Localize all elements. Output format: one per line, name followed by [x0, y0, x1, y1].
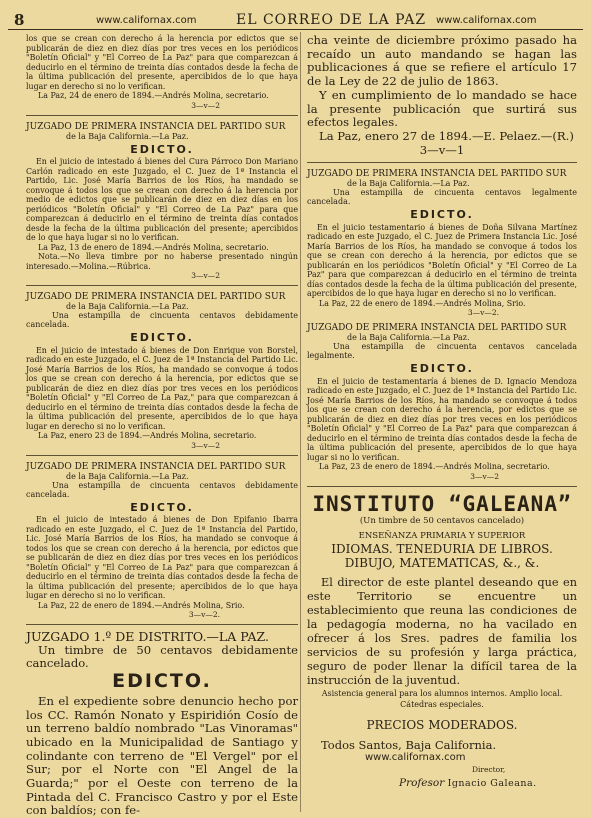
- notice-reference: 3—v—2: [191, 100, 220, 110]
- notice-signature: La Paz, enero 23 de 1894.—Andrés Molina, secretario.: [38, 431, 257, 440]
- notice-body: En el juicio de intestado á bienes de Don Enrique von Borstel, radicado en este Juzgado, el C. Juez de 1ª Instancia del Partido Lic. José María Barrios de los Ríos, ha mandado se convoque á todos los que se crean con derecho á la herencia, por edictos que se publicarán de diez en diez días por tres veces en los periódicos "Boletín Oficial" y "El Correo de La Paz," para que comparezcan á deducirlo en el término de treinta días contados desde la fecha de la última publicación del presente, apercibidos de lo que haya lugar en derecho si no lo verifican.: [26, 345, 298, 431]
- stamp-note: Una estampilla de cincuenta centavos debidamente cancelada.: [26, 311, 298, 329]
- notice-signature: La Paz, 13 de enero de 1894.—Andrés Molina, secretario.: [38, 242, 269, 252]
- ad-catedras: Cátedras especiales.: [400, 699, 484, 709]
- ad-precios: PRECIOS MODERADOS.: [366, 717, 518, 732]
- notice-distrito-continuation: [307, 34, 577, 157]
- court-subheading: de la Baja California.—La Paz.: [347, 333, 470, 343]
- separator-rule: [26, 624, 298, 625]
- stamp-note: Una estampilla de cincuenta centavos debidamente cancelada.: [26, 480, 298, 499]
- edicto-heading: EDICTO.: [410, 208, 474, 222]
- notice-martinez: [307, 169, 577, 317]
- ad-ensenanza: ENSEÑANZA PRIMARIA Y SUPERIOR: [358, 530, 526, 541]
- website-watermark-right: www.californax.com: [436, 15, 537, 26]
- court-subheading: de la Baja California.—La Paz.: [66, 471, 189, 481]
- notice-ibarra: [26, 462, 298, 620]
- separator-rule: [307, 486, 577, 487]
- ad-signature: [399, 777, 577, 789]
- notice-reference: 3—v—2: [191, 271, 220, 280]
- separator-rule: [26, 115, 298, 116]
- ad-asistencia: Asistencia general para los alumnos internos. Amplio local.: [321, 688, 563, 698]
- ad-idiomas: IDIOMAS. TENEDURIA DE LIBROS. DIBUJO, MATEMATICAS, &., &.: [331, 541, 553, 570]
- court-subheading: de la Baja California.—La Paz.: [66, 131, 189, 141]
- separator-rule: [26, 455, 298, 456]
- court-heading: JUZGADO DE PRIMERA INSTANCIA DEL PARTIDO SUR: [307, 169, 567, 180]
- court-heading: JUZGADO DE PRIMERA INSTANCIA DEL PARTIDO SUR: [307, 323, 567, 334]
- notice-signature: La Paz, 22 de enero de 1894.—Andrés Molina, Srio.: [38, 600, 245, 610]
- ad-title: INSTITUTO “GALEANA”: [312, 491, 572, 516]
- notice-mendoza: [307, 323, 577, 481]
- separator-rule: [307, 162, 577, 163]
- notice-distrito: [26, 630, 298, 818]
- court-heading: JUZGADO DE PRIMERA INSTANCIA DEL PARTIDO SUR: [26, 292, 286, 302]
- notice-von-borstel: [26, 292, 298, 450]
- notice-reference: 3—v—2: [191, 440, 220, 450]
- court-heading: JUZGADO DE PRIMERA INSTANCIA DEL PARTIDO SUR: [26, 121, 286, 132]
- right-column: [307, 34, 577, 789]
- website-watermark-left: www.californax.com: [96, 15, 197, 26]
- notice-body: cha veinte de diciembre próximo pasado ha recaído un auto mandando se hagan las publicaciones á que se refiere el artículo 17 de la Ley de 22 de julio de 1863.: [307, 33, 577, 89]
- notice-signature: La Paz, 24 de enero de 1894.—Andrés Molina, secretario.: [38, 91, 269, 100]
- edicto-heading: EDICTO.: [130, 500, 194, 514]
- left-column: [26, 34, 298, 818]
- notice-reference: 3—v—2.: [467, 308, 499, 318]
- court-subheading: de la Baja California.—La Paz.: [66, 302, 189, 311]
- masthead-title: EL CORREO DE LA PAZ: [236, 12, 427, 28]
- page-number: 8: [14, 11, 25, 29]
- edicto-heading: EDICTO.: [112, 670, 212, 693]
- instituto-galeana-ad: [307, 492, 577, 789]
- court-subheading: de la Baja California.—La Paz.: [347, 179, 470, 189]
- court-heading: JUZGADO 1.º DE DISTRITO.—LA PAZ.: [26, 629, 269, 644]
- notice-signature: La Paz, enero 27 de 1894.—E. Pelaez.—(R.): [319, 128, 574, 143]
- ad-location: Todos Santos, Baja California.: [321, 737, 497, 752]
- ad-prof-title: Profesor: [399, 776, 445, 789]
- notice-continuation: [26, 34, 298, 110]
- notice-carlon: [26, 122, 298, 281]
- notice-body: los que se crean con derecho á la herencia por edictos que se publicarán de diez en diez días por tres veces en los periódicos "Boletín Oficial" y "El Correo de La Paz" para que comparezcan á deducirlo en el término de treinta días contados desde la fecha de la última publicación del presente, apercibidos de lo que haya lugar en derecho si no lo verifican.: [26, 34, 298, 91]
- separator-rule: [26, 285, 298, 286]
- ad-timbre: (Un timbre de 50 centavos cancelado): [359, 515, 525, 526]
- ad-body: El director de este plantel deseando que en este Territorio se encuentre un establecimiento que reuna las condiciones de la pedagogía moderna, no ha vacilado en ofrecer á los Sres. padres de familia los servicios de su profesión y larga práctica, seguro de poder llenar la difícil tarea de la instrucción de la juventud.: [307, 575, 577, 687]
- stamp-note: Un timbre de 50 centavos debidamente cancelado.: [26, 642, 298, 671]
- notice-body-2: Y en cumplimiento de lo mandado se hace la presente publicación que surtirá sus efectos legales.: [307, 87, 577, 130]
- ad-director-name: Ignacio Galeana.: [447, 777, 537, 789]
- ad-director-label: Director,: [472, 764, 506, 774]
- notice-body: En el juicio de intestado á bienes del Cura Párroco Don Mariano Carlón radicado en este Juzgado, el C. Juez de 1ª Instancia el Partido, Lic. José María Barrios de los Ríos, ha mandado se convoque á todos los que se crean con derecho á la herencia por medio de edictos que se publicarán de diez en diez días en los periódicos "Boletín Oficial" y "El Correo de La Paz" para que comparezcan á deducirlo en el término de treinta días contados desde la fecha de la última publicación del presente; apercibidos de lo que haya lugar si no lo verifican.: [26, 157, 298, 242]
- edicto-heading: EDICTO.: [410, 362, 474, 376]
- notice-signature: La Paz, 22 de enero de 1894.—Andrés Molina, Srio.: [319, 298, 526, 308]
- notice-body: En el expediente sobre denuncio hecho por los CC. Ramón Nonato y Espiridión Cosío de un terreno baldío nombrado "Las Vinoramas" ubicado en la Municipalidad de Santiago y colindante con terreno de "El Vergel" por el Sur; por el Norte con "El Angel de la Guarda;" por el Oeste con terreno de la Pintada del C. Francisco Castro y por el Este con baldíos; con fe-: [26, 693, 298, 818]
- court-heading: JUZGADO DE PRIMERA INSTANCIA DEL PARTIDO SUR: [26, 461, 286, 472]
- edicto-heading: EDICTO.: [130, 331, 194, 344]
- notice-reference: 3—v—1: [419, 142, 465, 157]
- notice-body: En el juicio testamentario á bienes de Doña Silvana Martínez radicado en este Juzgado, el C. Juez de Primera Instancia Lic. José María Barrios de los Ríos, ha mandado se convoque á todos los que se crean con derecho á la herencia, por edictos que se publicarán en los periódicos "Boletín Oficial" y "El Correo de La Paz" para que comparezcan á deducirlo en el término de treinta días contados desde la fecha de la última publicación del presente, apercibidos de lo que haya lugar en derecho si no lo verifican.: [307, 222, 577, 299]
- notice-nota: Nota.—No lleva timbre por no haberse presentado ningún interesado.—Molina.—Rúbrica.: [26, 252, 298, 271]
- notice-reference: 3—v—2: [470, 471, 499, 481]
- website-watermark: www.californax.com: [365, 751, 466, 763]
- stamp-note: Una estampilla de cincuenta centavos cancelada legalmente.: [307, 342, 577, 361]
- notice-signature: La Paz, 23 de enero de 1894.—Andrés Molina, secretario.: [319, 462, 550, 472]
- notice-body: En el juicio de intestado á bienes de Don Epifanio Ibarra radicado en este Juzgado, el C. Juez de 1ª Instancia del Partido, Lic. José María Barrios de los Ríos, ha mandado se convoque á todos los que se crean con derecho á la herencia, por edictos que se publicarán de diez en diez días por tres veces en los periódicos "Boletín Oficial" y "El Correo de La Paz" para que comparezcan á deducirlo en el término de treinta días contados desde la fecha de la última publicación del presente; apercibidos de lo que haya lugar en derecho si no lo verifican.: [26, 515, 298, 600]
- notice-reference: 3—v—2.: [188, 610, 220, 619]
- edicto-heading: EDICTO.: [130, 142, 194, 156]
- page-header: [8, 11, 583, 30]
- notice-body: En el juicio de testamentaría á bienes de D. Ignacio Mendoza radicado en este Juzgado, el C. Juez de 1ª Instancia del Partido Lic. José María Barrios de los Ríos, ha mandado se convoque á todos los que se crean con derecho á la herencia, por edictos que se publicarán de diez en diez días por tres veces en los periódicos "Boletín Oficial" y "El Correo de La Paz" para que comparezcan á deducirlo en el término de treinta días contados desde la fecha de la última publicación del presente, apercibidos de lo que haya lugar si no lo verifican.: [307, 376, 577, 462]
- column-divider: [300, 32, 301, 812]
- stamp-note: Una estampilla de cincuenta centavos legalmente cancelada.: [307, 188, 577, 207]
